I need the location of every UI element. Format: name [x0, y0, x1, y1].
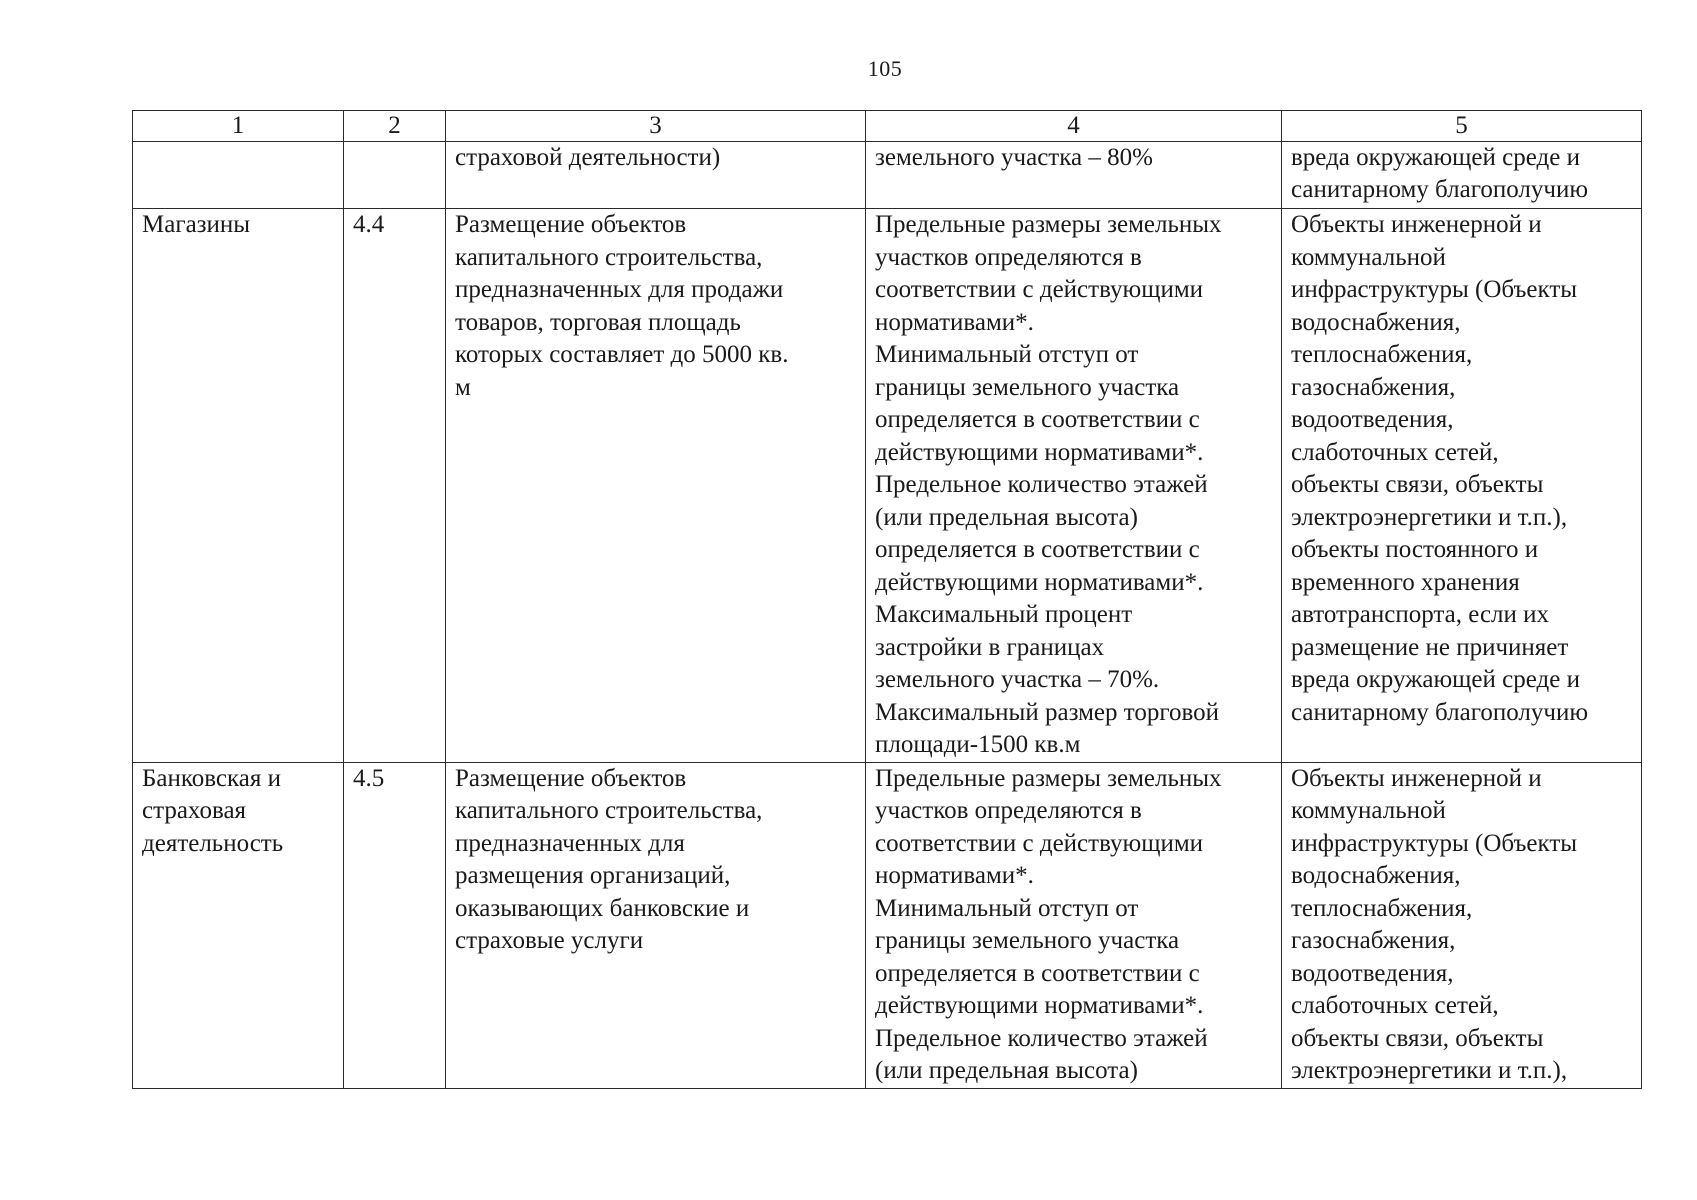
parameters-cell: земельного участка – 80% — [866, 142, 1282, 209]
description-cell: Размещение объектов капитального строительства, предназначенных для продажи товаров, торговая площадь которых составляет до 5000 кв. м — [446, 209, 866, 763]
column-header: 1 — [133, 111, 344, 142]
land-use-table — [132, 110, 1642, 1089]
column-header: 5 — [1282, 111, 1642, 142]
auxiliary-uses-cell: Объекты инженерной и коммунальной инфраструктуры (Объекты водоснабжения, теплоснабжения, газоснабжения, водоотведения, слаботочных сетей, объекты связи, объекты электроэнергетики и т.п.), объекты постоянного и временного хранения автотранспорта, если их размещение не причиняет вреда окружающей среде и санитарному благополучию — [1282, 209, 1642, 763]
column-header: 3 — [446, 111, 866, 142]
use-type-cell: Банковская и страховая деятельность — [133, 762, 344, 1088]
code-cell — [344, 142, 446, 209]
page-number: 105 — [867, 56, 903, 81]
use-type-cell: Магазины — [133, 209, 344, 763]
parameters-cell: Предельные размеры земельных участков определяются в соответствии с действующими нормативами*. Минимальный отступ от границы земельного участка определяется в соответствии с действующими нормативами*. Предельное количество этажей (или предельная высота) определяется в соответствии с действующими нормативами*. Максимальный процент застройки в границах земельного участка – 70%. Максимальный размер торговой площади-1500 кв.м — [866, 209, 1282, 763]
table-header-row — [133, 111, 1642, 142]
use-type-cell — [133, 142, 344, 209]
auxiliary-uses-cell: Объекты инженерной и коммунальной инфраструктуры (Объекты водоснабжения, теплоснабжения, газоснабжения, водоотведения, слаботочных сетей, объекты связи, объекты электроэнергетики и т.п.), — [1282, 762, 1642, 1088]
code-cell: 4.4 — [344, 209, 446, 763]
auxiliary-uses-cell: вреда окружающей среде и санитарному благополучию — [1282, 142, 1642, 209]
table-row — [133, 209, 1642, 763]
table-row — [133, 762, 1642, 1088]
table-row — [133, 142, 1642, 209]
description-cell: Размещение объектов капитального строительства, предназначенных для размещения организаций, оказывающих банковские и страховые услуги — [446, 762, 866, 1088]
code-cell: 4.5 — [344, 762, 446, 1088]
parameters-cell: Предельные размеры земельных участков определяются в соответствии с действующими нормативами*. Минимальный отступ от границы земельного участка определяется в соответствии с действующими нормативами*. Предельное количество этажей (или предельная высота) — [866, 762, 1282, 1088]
column-header: 2 — [344, 111, 446, 142]
column-header: 4 — [866, 111, 1282, 142]
description-cell: страховой деятельности) — [446, 142, 866, 209]
